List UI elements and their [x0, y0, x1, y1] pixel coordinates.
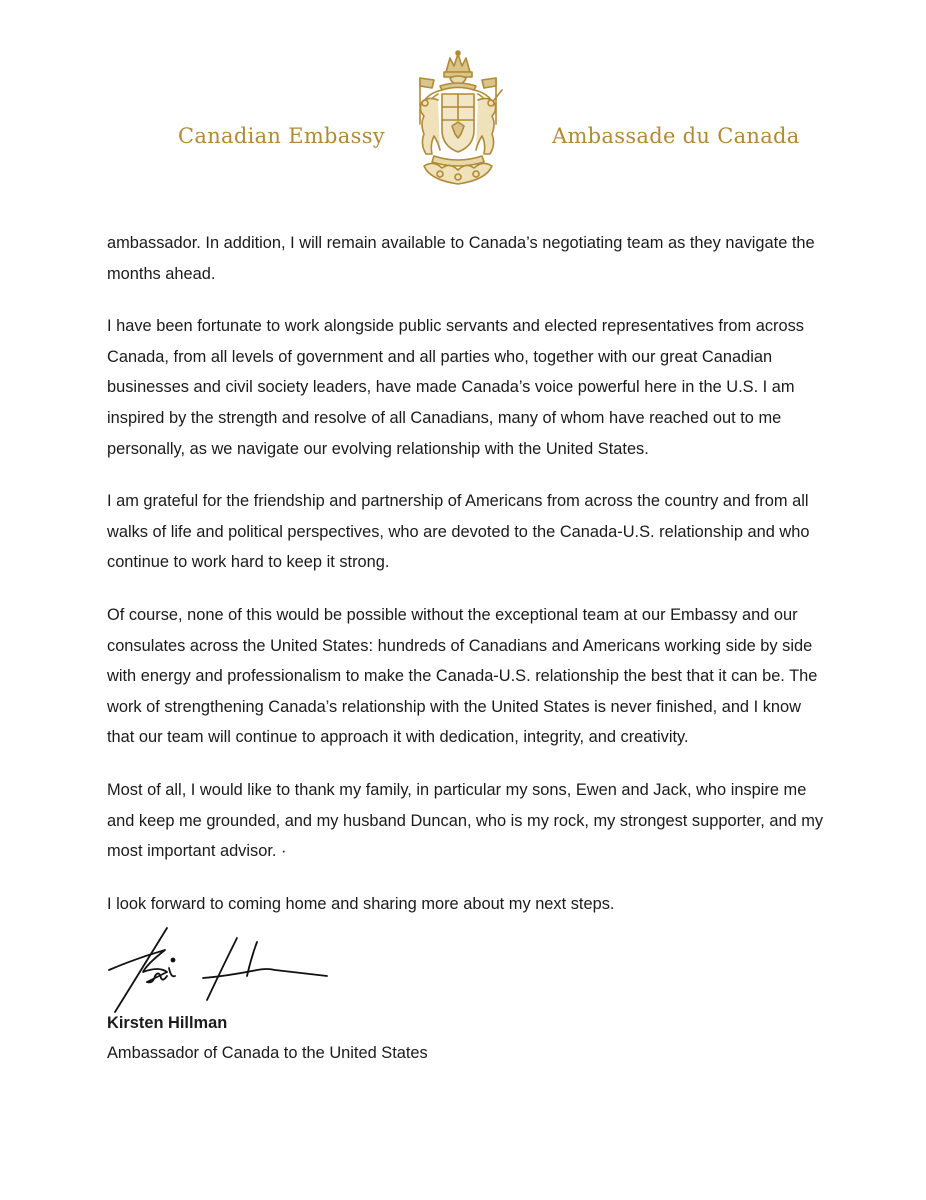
signer-title: Ambassador of Canada to the United States [107, 1044, 428, 1062]
letterhead-french: Ambassade du Canada [552, 124, 800, 148]
paragraph: I have been fortunate to work alongside public servants and elected representatives from across Canada, from all levels of government and all parties who, together with our great Canadian businesses and civil society leaders, have made Canada’s voice powerful here in the U.S. I am inspired by the strength and resolve of all Canadians, many of whom have reached out to me personally, as we navigate our evolving relationship with the United States. [107, 317, 804, 458]
paragraph: ambassador. In addition, I will remain available to Canada’s negotiating team as they navigate the months ahead. [107, 234, 815, 283]
paragraph: Of course, none of this would be possible without the exceptional team at our Embassy and our consulates across the United States: hundreds of Canadians and Americans working side by side with energy and professionalism to make the Canada-U.S. relationship the best that it can be. The work of strengthening Canada’s relationship with the United States is never finished, and I know that our team will continue to approach it with dedication, integrity, and creativity. [107, 605, 818, 747]
canadian-coat-of-arms-icon [394, 50, 522, 190]
letterhead-english: Canadian Embassy [178, 124, 385, 148]
letterhead [0, 0, 926, 200]
paragraph: Most of all, I would like to thank my family, in particular my sons, Ewen and Jack, who inspire me and keep me grounded, and my husband Duncan, who is my rock, my strongest supporter, and my most important advisor. · [107, 780, 824, 861]
signer-name: Kirsten Hillman [107, 1014, 228, 1032]
paragraph: I am grateful for the friendship and partnership of Americans from across the country and from all walks of life and political perspectives, who are devoted to the Canada-U.S. relationship and who continue to work hard to keep it strong. [107, 492, 810, 572]
signature-block [107, 920, 527, 1070]
letter-body [107, 228, 827, 941]
paragraph: I look forward to coming home and sharing more about my next steps. [107, 894, 615, 913]
